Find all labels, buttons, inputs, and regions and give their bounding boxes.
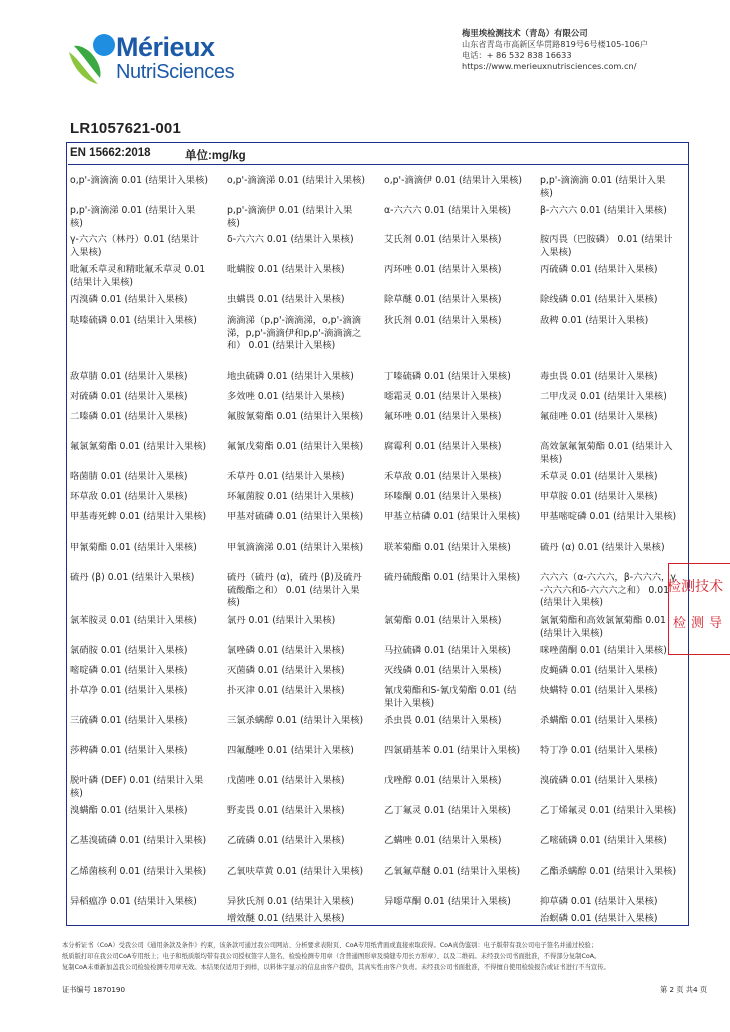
result-cell: 异噁草酮 0.01 (结果计入果核) bbox=[384, 896, 511, 907]
result-cell: 马拉硫磷 0.01 (结果计入果核) bbox=[384, 645, 511, 656]
result-cell: 环嗪酮 0.01 (结果计入果核) bbox=[384, 491, 502, 502]
result-cell: 莎稗磷 0.01 (结果计入果核) bbox=[70, 745, 188, 756]
result-cell: 野麦畏 0.01 (结果计入果核) bbox=[227, 805, 345, 816]
result-cell: 氯硝胺 0.01 (结果计入果核) bbox=[70, 645, 188, 656]
company-name: 梅里埃检测技术（青岛）有限公司 bbox=[462, 28, 588, 38]
result-cell: 滴滴涕（p,p'-滴滴涕，o,p'-滴滴涕，p,p'-滴滴伊和p,p'-滴滴滴之和） 0.01 (结果计入果核) bbox=[227, 315, 362, 352]
result-cell: 硫丹 (α) 0.01 (结果计入果核) bbox=[540, 542, 665, 553]
result-cell: 氯菊酯 0.01 (结果计入果核) bbox=[384, 615, 502, 626]
result-cell: 灭线磷 0.01 (结果计入果核) bbox=[384, 665, 502, 676]
result-cell: 氯丹 0.01 (结果计入果核) bbox=[227, 615, 336, 626]
result-cell: 丙硫磷 0.01 (结果计入果核) bbox=[540, 264, 658, 275]
result-cell: 杀虫畏 0.01 (结果计入果核) bbox=[384, 715, 502, 726]
result-cell: 丙环唑 0.01 (结果计入果核) bbox=[384, 264, 502, 275]
result-cell: 除草醚 0.01 (结果计入果核) bbox=[384, 294, 502, 305]
result-cell: 咪唑菌酮 0.01 (结果计入果核) bbox=[540, 645, 667, 656]
result-cell: 丁嗪硫磷 0.01 (结果计入果核) bbox=[384, 371, 511, 382]
result-cell: 氯苯胺灵 0.01 (结果计入果核) bbox=[70, 615, 197, 626]
result-cell: 地虫硫磷 0.01 (结果计入果核) bbox=[227, 371, 354, 382]
result-cell: 四氟醚唑 0.01 (结果计入果核) bbox=[227, 745, 354, 756]
result-cell: 高效氯氟氰菊酯 0.01 (结果计入果核) bbox=[540, 441, 673, 465]
result-cell: 环氟菌胺 0.01 (结果计入果核) bbox=[227, 491, 354, 502]
result-cell: 甲基毒死蜱 0.01 (结果计入果核) bbox=[70, 511, 207, 522]
result-cell: 二嗪磷 0.01 (结果计入果核) bbox=[70, 411, 188, 422]
result-cell: 嘧啶磷 0.01 (结果计入果核) bbox=[70, 665, 188, 676]
result-cell: 甲基嘧啶磷 0.01 (结果计入果核) bbox=[540, 511, 677, 522]
result-cell: 乙基溴硫磷 0.01 (结果计入果核) bbox=[70, 835, 207, 846]
result-cell: 狄氏剂 0.01 (结果计入果核) bbox=[384, 315, 502, 326]
stamp-text-2: 检测导 bbox=[673, 616, 728, 631]
result-cell: 胺丙畏（巴胺磷） 0.01 (结果计入果核) bbox=[540, 234, 673, 258]
result-cell: 甲基对硫磷 0.01 (结果计入果核) bbox=[227, 511, 364, 522]
result-cell: 甲基立枯磷 0.01 (结果计入果核) bbox=[384, 511, 521, 522]
result-cell: 氯唑磷 0.01 (结果计入果核) bbox=[227, 645, 345, 656]
result-cell: 吡螨胺 0.01 (结果计入果核) bbox=[227, 264, 345, 275]
result-cell: 吡氟禾草灵和精吡氟禾草灵 0.01 (结果计入果核) bbox=[70, 264, 206, 288]
result-cell: 灭菌磷 0.01 (结果计入果核) bbox=[227, 665, 345, 676]
result-cell: 异狄氏剂 0.01 (结果计入果核) bbox=[227, 896, 354, 907]
result-cell: 环草敌 0.01 (结果计入果核) bbox=[70, 491, 188, 502]
result-cell: 炔螨特 0.01 (结果计入果核) bbox=[540, 685, 658, 696]
result-cell: 甲氧滴滴涕 0.01 (结果计入果核) bbox=[227, 542, 364, 553]
disclaimer bbox=[62, 940, 702, 973]
red-seal-stamp bbox=[668, 563, 730, 655]
merieux-logo-icon bbox=[66, 32, 118, 86]
brand-subname: NutriSciences bbox=[116, 61, 235, 83]
result-cell: 皮蝇磷 0.01 (结果计入果核) bbox=[540, 665, 658, 676]
result-cell: 乙丁氟灵 0.01 (结果计入果核) bbox=[384, 805, 511, 816]
result-cell: 乙丁烯氟灵 0.01 (结果计入果核) bbox=[540, 805, 677, 816]
result-cell: 哒嗪硫磷 0.01 (结果计入果核) bbox=[70, 315, 197, 326]
result-cell: 戊菌唑 0.01 (结果计入果核) bbox=[227, 775, 345, 786]
result-cell: 硫丹 (β) 0.01 (结果计入果核) bbox=[70, 572, 195, 583]
company-url[interactable]: https://www.merieuxnutrisciences.com.cn/ bbox=[462, 61, 637, 71]
result-cell: o,p'-滴滴涕 0.01 (结果计入果核) bbox=[227, 175, 365, 186]
brand-name: Mérieux bbox=[116, 32, 215, 62]
result-cell: 禾草丹 0.01 (结果计入果核) bbox=[227, 471, 345, 482]
result-cell: 除线磷 0.01 (结果计入果核) bbox=[540, 294, 658, 305]
merieux-logo bbox=[66, 28, 256, 90]
table-header-divider bbox=[68, 164, 688, 165]
result-cell: 溴螨酯 0.01 (结果计入果核) bbox=[70, 805, 188, 816]
result-cell: p,p'-滴滴涕 0.01 (结果计入果核) bbox=[70, 205, 196, 229]
disclaimer-line: 复制CoA未重新加盖我公司检验检测专用章无效。本结果仅适用于到样，以料体字显示的信息由客户提供，其真实性由客户负责。未经我公司书面批准，不得擅自使用检验报告或证书进行不当宣传。 bbox=[62, 964, 610, 971]
result-cell: 杀螨酯 0.01 (结果计入果核) bbox=[540, 715, 658, 726]
table-standard: EN 15662:2018 bbox=[70, 147, 151, 159]
result-cell: p,p'-滴滴伊 0.01 (结果计入果核) bbox=[227, 205, 353, 229]
result-cell: 敌草腈 0.01 (结果计入果核) bbox=[70, 371, 188, 382]
result-cell: 乙烯菌核利 0.01 (结果计入果核) bbox=[70, 866, 207, 877]
result-cell: 甲草胺 0.01 (结果计入果核) bbox=[540, 491, 658, 502]
result-cell: 戊唑醇 0.01 (结果计入果核) bbox=[384, 775, 502, 786]
result-cell: 异稻瘟净 0.01 (结果计入果核) bbox=[70, 896, 197, 907]
page-number: 第 2 页 共4 页 bbox=[660, 985, 708, 994]
disclaimer-line: 纸质版打印在我公司CoA专用纸上；电子和纸质版均带有我公司授权签字人签名、检验检测专用章（含普通图形章及骑缝专用长方形章）、以及二维码。未经我公司书面批准，不得部分复制CoA。 bbox=[62, 953, 601, 960]
result-cell: δ-六六六 0.01 (结果计入果核) bbox=[227, 234, 354, 245]
result-cell: 噁霜灵 0.01 (结果计入果核) bbox=[384, 391, 502, 402]
result-cell: 毒虫畏 0.01 (结果计入果核) bbox=[540, 371, 658, 382]
result-cell: 氰戊菊酯和S-氰戊菊酯 0.01 (结果计入果核) bbox=[384, 685, 517, 709]
result-cell: 禾草敌 0.01 (结果计入果核) bbox=[384, 471, 502, 482]
result-cell: p,p'-滴滴滴 0.01 (结果计入果核) bbox=[540, 175, 666, 199]
company-address: 山东省青岛市高新区华贯路819号6号楼105-106户 bbox=[462, 39, 649, 49]
result-cell: 氟胺氰菊酯 0.01 (结果计入果核) bbox=[227, 411, 364, 422]
table-unit: 单位:mg/kg bbox=[185, 150, 246, 162]
disclaimer-line: 本分析证书（CoA）受我公司《通用条款及条件》约束，该条款可通过我公司网站、分析要求表附页、CoA专用纸背面或直接索取获得。CoA真伪鉴别：电子版带有我公司电子签名并通过校验； bbox=[62, 942, 598, 949]
result-cell: 虫螨畏 0.01 (结果计入果核) bbox=[227, 294, 345, 305]
result-cell: 艾氏剂 0.01 (结果计入果核) bbox=[384, 234, 502, 245]
result-cell: 对硫磷 0.01 (结果计入果核) bbox=[70, 391, 188, 402]
result-cell: 扑灭津 0.01 (结果计入果核) bbox=[227, 685, 345, 696]
result-cell: 丙溴磷 0.01 (结果计入果核) bbox=[70, 294, 188, 305]
result-cell: 乙氧氟草醚 0.01 (结果计入果核) bbox=[384, 866, 521, 877]
result-cell: 乙酯杀螨醇 0.01 (结果计入果核) bbox=[540, 866, 677, 877]
result-cell: o,p'-滴滴滴 0.01 (结果计入果核) bbox=[70, 175, 208, 186]
result-cell: 三硫磷 0.01 (结果计入果核) bbox=[70, 715, 188, 726]
result-cell: 乙嘧硫磷 0.01 (结果计入果核) bbox=[540, 835, 667, 846]
company-phone: 电话：+ 86 532 838 16633 bbox=[462, 50, 572, 60]
result-cell: 四氯硝基苯 0.01 (结果计入果核) bbox=[384, 745, 521, 756]
result-cell: 多效唑 0.01 (结果计入果核) bbox=[227, 391, 345, 402]
result-cell: 敌稗 0.01 (结果计入果核) bbox=[540, 315, 649, 326]
result-cell: 咯菌腈 0.01 (结果计入果核) bbox=[70, 471, 188, 482]
result-cell: 乙硫磷 0.01 (结果计入果核) bbox=[227, 835, 345, 846]
result-cell: 氟氯氰菊酯 0.01 (结果计入果核) bbox=[70, 441, 207, 452]
result-cell: 联苯菊酯 0.01 (结果计入果核) bbox=[384, 542, 511, 553]
result-cell: 氯氰菊酯和高效氯氰菊酯 0.01 (结果计入果核) bbox=[540, 615, 666, 639]
result-cell: 扑草净 0.01 (结果计入果核) bbox=[70, 685, 188, 696]
result-cell: 硫丹硫酸酯 0.01 (结果计入果核) bbox=[384, 572, 521, 583]
result-cell: 溴硫磷 0.01 (结果计入果核) bbox=[540, 775, 658, 786]
result-cell: 三氯杀螨醇 0.01 (结果计入果核) bbox=[227, 715, 364, 726]
result-cell: γ-六六六（林丹）0.01 (结果计入果核) bbox=[70, 234, 200, 258]
result-cell: α-六六六 0.01 (结果计入果核) bbox=[384, 205, 512, 216]
result-cell: 二甲戊灵 0.01 (结果计入果核) bbox=[540, 391, 667, 402]
result-cell: 乙氧呋草黄 0.01 (结果计入果核) bbox=[227, 866, 364, 877]
result-cell: 氟硅唑 0.01 (结果计入果核) bbox=[540, 411, 658, 422]
result-cell: 氟氰戊菊酯 0.01 (结果计入果核) bbox=[227, 441, 364, 452]
report-number: LR1057621-001 bbox=[70, 120, 182, 137]
result-cell: 腐霉利 0.01 (结果计入果核) bbox=[384, 441, 502, 452]
result-cell: o,p'-滴滴伊 0.01 (结果计入果核) bbox=[384, 175, 522, 186]
stamp-text-1: 检测技术 bbox=[667, 579, 723, 595]
result-cell: 氟环唑 0.01 (结果计入果核) bbox=[384, 411, 502, 422]
result-cell: 脱叶磷 (DEF) 0.01 (结果计入果核) bbox=[70, 775, 204, 799]
result-cell: 治螟磷 0.01 (结果计入果核) bbox=[540, 913, 658, 924]
certificate-number: 证书编号 1870190 bbox=[62, 985, 126, 994]
result-cell: 抑草磷 0.01 (结果计入果核) bbox=[540, 896, 658, 907]
company-info bbox=[462, 28, 648, 72]
result-cell: 禾草灵 0.01 (结果计入果核) bbox=[540, 471, 658, 482]
result-cell: 增效醚 0.01 (结果计入果核) bbox=[227, 913, 345, 924]
result-cell: 硫丹（硫丹 (α)，硫丹 (β)及硫丹硫酸酯之和） 0.01 (结果计入果核) bbox=[227, 572, 362, 609]
result-cell: 特丁净 0.01 (结果计入果核) bbox=[540, 745, 658, 756]
result-cell: 六六六（α-六六六，β-六六六，γ-六六六和δ-六六六之和） 0.01 (结果计入果核) bbox=[540, 572, 676, 609]
result-cell: 甲氰菊酯 0.01 (结果计入果核) bbox=[70, 542, 197, 553]
result-cell: 乙螨唑 0.01 (结果计入果核) bbox=[384, 835, 502, 846]
result-cell: β-六六六 0.01 (结果计入果核) bbox=[540, 205, 667, 216]
